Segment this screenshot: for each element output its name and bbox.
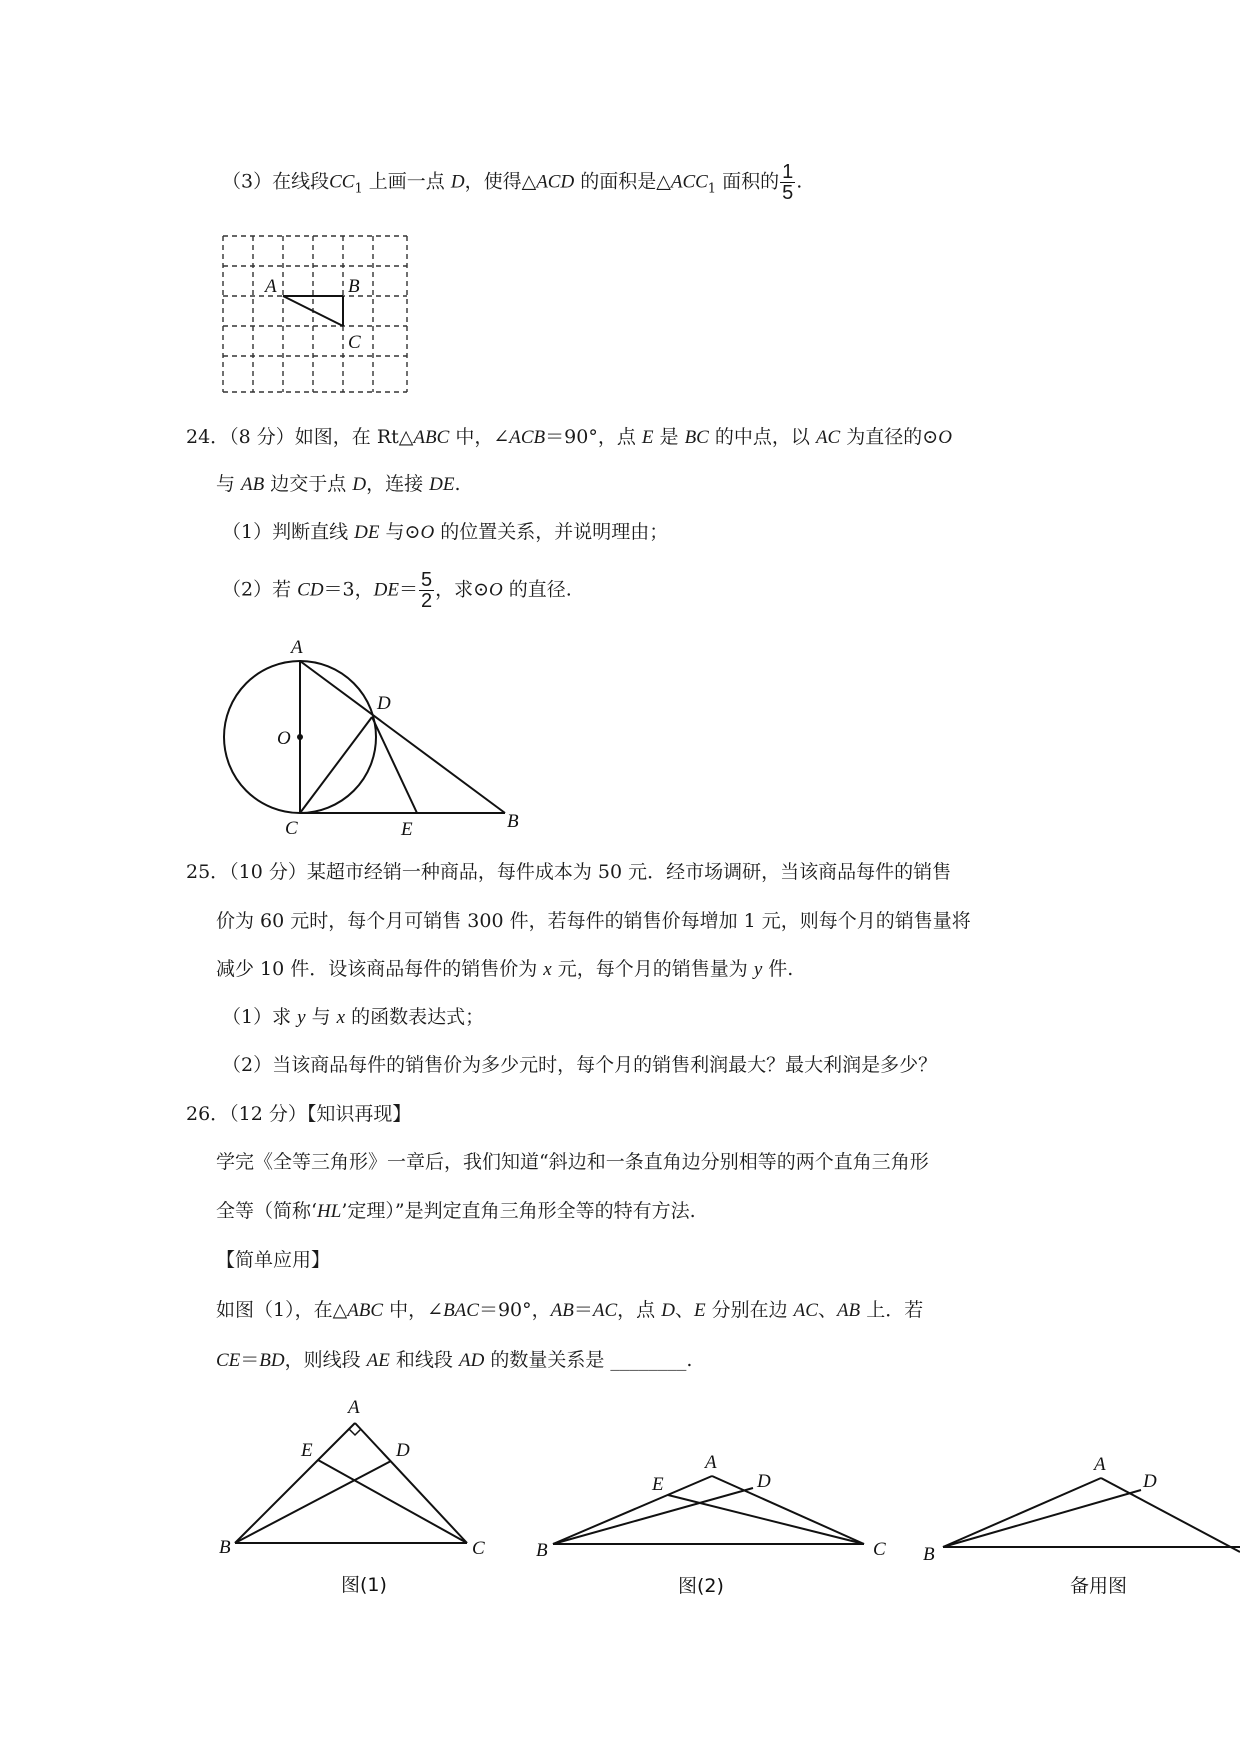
text: x: [336, 1007, 346, 1028]
label-a: A: [1094, 1454, 1106, 1475]
text: ，点: [617, 1299, 662, 1321]
label-c: C: [348, 332, 361, 353]
text: ＝: [240, 1349, 260, 1371]
q25-line2: 价为 60 元时，每个月可销售 300 件，若每件的销售价每增加 1 元，则每个月的销售量将: [216, 910, 971, 932]
text: 的面积是△: [574, 170, 671, 193]
label-e: E: [401, 819, 413, 840]
text: 中，∠: [383, 1299, 444, 1321]
text: D: [661, 1300, 675, 1321]
q26-p1: 学完《全等三角形》一章后，我们知道“斜边和一条直角边分别相等的两个直角三角形: [216, 1151, 929, 1173]
segment-ce: [668, 1495, 864, 1544]
text: 的中点，以: [708, 426, 816, 448]
label-b: B: [507, 811, 519, 832]
text: ＝: [573, 1299, 593, 1321]
text: E: [693, 1300, 706, 1321]
q23-part3: [222, 162, 802, 203]
text: 1: [707, 181, 717, 197]
text: 元，每个月的销售量为: [551, 958, 754, 980]
text: ABC: [347, 1300, 384, 1321]
text: DE: [429, 474, 455, 495]
text: AC: [793, 1300, 818, 1321]
text: 的位置关系，并说明理由；: [434, 521, 669, 543]
text: O: [489, 579, 503, 601]
text: ACD: [536, 171, 575, 193]
text: 和线段: [389, 1349, 459, 1371]
segment-bd: [553, 1488, 753, 1544]
text: ，使得△: [464, 170, 537, 193]
text: HL: [317, 1201, 342, 1222]
figure-caption: 备用图: [1070, 1575, 1128, 1597]
text: 面积的: [716, 170, 780, 193]
text: O: [938, 427, 952, 448]
text: AD: [458, 1350, 485, 1371]
text: BAC: [443, 1300, 479, 1321]
text: ＝90°，: [478, 1299, 551, 1321]
fraction-numerator: 5: [420, 569, 433, 591]
segment-ac: [355, 1423, 467, 1543]
figure-caption: 图(2): [678, 1575, 724, 1597]
label-b: B: [219, 1537, 231, 1558]
text: 的数量关系是: [484, 1349, 611, 1371]
label-o: O: [277, 728, 291, 749]
text: D: [352, 474, 367, 495]
text: DE: [354, 522, 380, 543]
figure-1: [215, 1395, 495, 1605]
q26-section: 【简单应用】: [216, 1249, 331, 1271]
text: .: [796, 170, 803, 193]
text: 减少 10 件．设该商品每件的销售价为: [216, 958, 544, 980]
text: 分别在边: [705, 1299, 794, 1321]
text: ＝90°，点: [545, 426, 642, 448]
q24-line2: [216, 470, 461, 499]
q25-line3: [216, 955, 793, 984]
fraction-numerator: 1: [782, 161, 794, 183]
q26-p2: [216, 1197, 696, 1226]
label-c: C: [873, 1539, 886, 1560]
text: E: [641, 427, 654, 448]
text: （1）求: [222, 1006, 298, 1028]
fraction-five-halves: [419, 570, 434, 611]
text: BD: [259, 1350, 285, 1371]
label-e: E: [652, 1474, 664, 1495]
text: y: [753, 959, 763, 980]
q26-p3: [216, 1296, 923, 1325]
text: ＝: [398, 578, 418, 601]
text: 24．（8 分）如图，在 Rt△: [186, 426, 414, 448]
text: ，求⊙: [435, 578, 490, 601]
text: 上画一点: [362, 170, 451, 193]
text: BC: [684, 427, 709, 448]
label-b: B: [536, 1540, 548, 1561]
text: CD: [297, 579, 324, 601]
label-c: C: [285, 818, 298, 839]
q25-line1: 25．（10 分）某超市经销一种商品，每件成本为 50 元．经市场调研，当该商品每件的销售: [186, 861, 952, 883]
text: ，连接: [366, 473, 430, 495]
text: 、: [674, 1299, 694, 1321]
q26-p4: [216, 1346, 692, 1375]
text: 与⊙: [379, 521, 421, 543]
fraction-denominator: 2: [420, 590, 433, 612]
label-e: E: [301, 1440, 313, 1461]
circle-figure: [215, 630, 525, 840]
text: CC: [329, 171, 355, 193]
q25-sub1: [222, 1003, 484, 1032]
segment-bd: [943, 1490, 1141, 1547]
q24-line1: [186, 423, 952, 452]
text: 是: [653, 426, 685, 448]
text: 全等（简称‘: [216, 1200, 318, 1222]
center-o-dot: [297, 734, 303, 740]
text: 为直径的⊙: [840, 426, 939, 448]
text: y: [297, 1007, 306, 1028]
text: （1）判断直线: [222, 521, 355, 543]
text: 1: [354, 181, 363, 197]
text: AE: [366, 1350, 390, 1371]
text: x: [543, 959, 552, 980]
text: D: [450, 171, 465, 193]
segment-bd: [235, 1461, 391, 1543]
segment-ac: [712, 1476, 864, 1544]
segment-cd: [300, 717, 372, 813]
text: 的直径.: [502, 578, 572, 601]
text: AB: [241, 474, 265, 495]
text: ’定理）”是判定直角三角形全等的特有方法.: [341, 1200, 696, 1222]
grid-lines: [223, 236, 407, 392]
label-d: D: [757, 1471, 771, 1492]
text: （2）若: [222, 578, 298, 601]
label-a: A: [265, 276, 277, 297]
text: 中，∠: [449, 426, 510, 448]
text: 边交于点: [264, 473, 353, 495]
text: ，则线段: [284, 1349, 367, 1371]
text: DE: [373, 579, 399, 601]
text: CE: [216, 1350, 241, 1371]
text: 如图（1），在△: [216, 1299, 348, 1321]
label-b: B: [923, 1544, 935, 1565]
segment-ac: [1101, 1478, 1240, 1552]
text: ACB: [509, 427, 546, 448]
text: AC: [592, 1300, 618, 1321]
text: AB: [836, 1300, 861, 1321]
text: 件.: [762, 958, 794, 980]
text: AB: [550, 1300, 574, 1321]
label-c: C: [472, 1538, 485, 1559]
right-angle-mark: [349, 1429, 361, 1435]
label-d: D: [377, 693, 391, 714]
label-d: D: [1143, 1471, 1157, 1492]
segment-ab: [943, 1478, 1101, 1547]
label-a: A: [705, 1452, 717, 1473]
q24-sub2: [222, 570, 572, 611]
fraction-one-fifth: [780, 162, 795, 203]
text: 的函数表达式；: [345, 1006, 485, 1028]
label-a: A: [291, 637, 303, 658]
text: ABC: [413, 427, 450, 448]
text: .: [686, 1349, 693, 1371]
q24-sub1: [222, 518, 668, 547]
text: 与: [216, 473, 242, 495]
grid-figure: [215, 228, 415, 400]
segment-ab: [300, 661, 505, 813]
q26-title: 26．（12 分）【知识再现】: [186, 1103, 412, 1125]
figure-caption: 图(1): [341, 1574, 387, 1596]
segment-ce: [318, 1460, 467, 1543]
segment-ab: [553, 1476, 712, 1544]
answer-blank: ________: [610, 1349, 687, 1371]
label-d: D: [396, 1440, 410, 1461]
text: 、: [817, 1299, 837, 1321]
text: 上．若: [860, 1299, 924, 1321]
text: 与: [305, 1006, 337, 1028]
segment-ab: [235, 1423, 355, 1543]
text: AC: [815, 427, 841, 448]
text: ＝3，: [323, 578, 374, 601]
figure-2: [528, 1440, 898, 1605]
figure-spare: [915, 1440, 1240, 1605]
text: ACC: [670, 171, 708, 193]
text: （3）在线段: [222, 170, 330, 193]
text: O: [420, 522, 435, 543]
label-b: B: [348, 276, 360, 297]
q25-sub2: （2）当该商品每件的销售价为多少元时，每个月的销售利润最大？最大利润是多少？: [222, 1054, 938, 1076]
fraction-denominator: 5: [782, 182, 794, 204]
text: .: [454, 473, 461, 495]
label-a: A: [348, 1397, 360, 1418]
